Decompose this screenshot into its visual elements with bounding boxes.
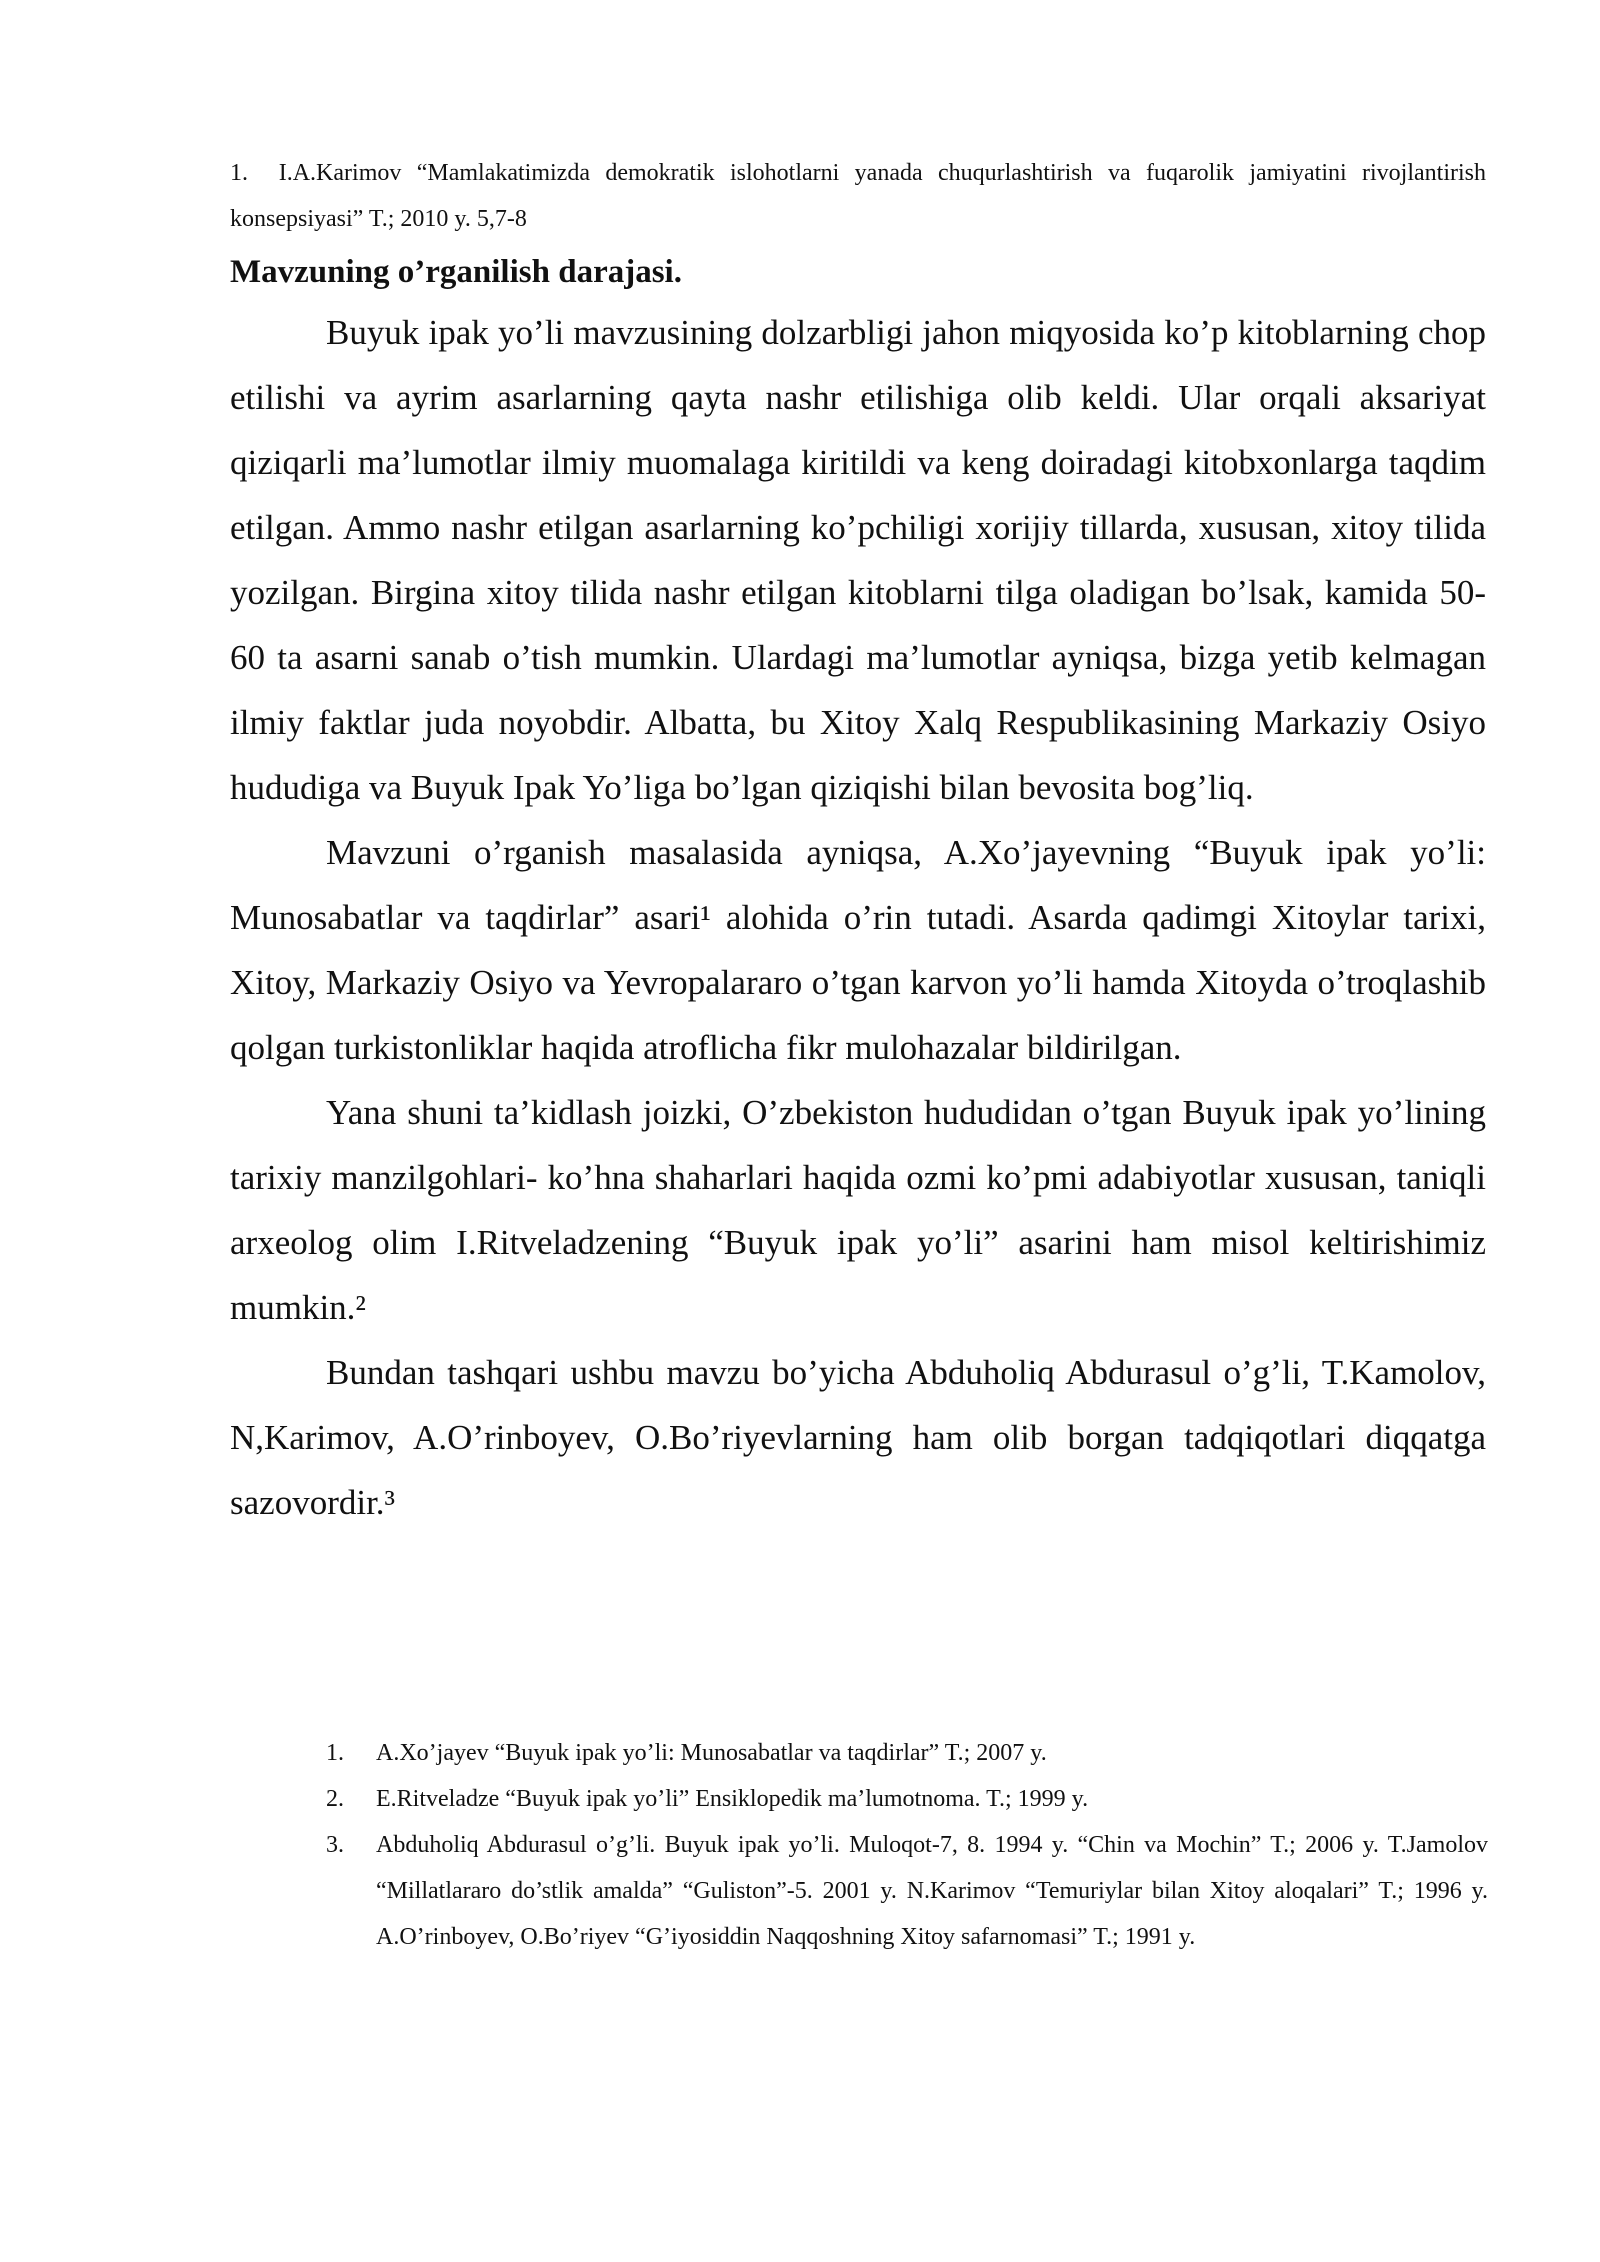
paragraph-1: Buyuk ipak yo’li mavzusining dolzarbligi jahon miqyosida ko’p kitoblarning chop etilishi va ayrim asarlarning qayta nashr etilishiga olib keldi. Ular orqali aksariyat qiziqarli ma’lumotlar ilmiy muomalaga kiritildi va keng doiradagi kitobxonlarga taqdim etilgan. Ammo nashr etilgan asarlarning ko’pchiligi xorijiy tillarda, xususan, xitoy tilida yozilgan. Birgina xitoy tilida nashr etilgan kitoblarni tilga oladigan bo’lsak, kamida 50-60 ta asarni sanab o’tish mumkin. Ulardagi ma’lumotlar ayniqsa, bizga yetib kelmagan ilmiy faktlar juda noyobdir. Albatta, bu Xitoy Xalq Respublikasining Markaziy Osiyo hududiga va Buyuk Ipak Yo’liga bo’lgan qiziqishi bilan bevosita bog’liq. [230, 313, 1486, 807]
footnote-number: 1. [326, 1740, 344, 1766]
footnote-text: A.Xo’jayev “Buyuk ipak yo’li: Munosabatlar va taqdirlar” T.; 2007 y. [376, 1740, 1047, 1766]
paragraph-2: Mavzuni o’rganish masalasida ayniqsa, A.Xo’jayevning “Buyuk ipak yo’li: Munosabatlar va taqdirlar” asari¹ alohida o’rin tutadi. Asarda qadimgi Xitoylar tarixi, Xitoy, Markaziy Osiyo va Yevropalararo o’tgan karvon yo’li hamda Xitoyda o’troqlashib qolgan turkistonliklar haqida atroflicha fikr mulohazalar bildirilgan. [230, 833, 1486, 1067]
top-footnote-text: I.A.Karimov “Mamlakatimizda demokratik islohotlarni yanada chuqurlashtirish va fuqarolik jamiyatini rivojlantirish konsepsiyasi” T.; 2010 y. 5,7-8 [230, 160, 1486, 232]
paragraph-4: Bundan tashqari ushbu mavzu bo’yicha Abduholiq Abdurasul o’g’li, T.Kamolov, N,Karimov, A.O’rinboyev, O.Bo’riyevlarning ham olib borgan tadqiqotlari diqqatga sazovordir.³ [230, 1353, 1486, 1522]
footnote-item [326, 1730, 1488, 1776]
top-footnote-number: 1. [230, 160, 248, 186]
footnotes-list [326, 1730, 1488, 1960]
footnote-number: 2. [326, 1786, 344, 1812]
footnote-item [326, 1822, 1488, 1960]
footnote-text: E.Ritveladze “Buyuk ipak yo’li” Ensiklopedik ma’lumotnoma. T.; 1999 y. [376, 1786, 1089, 1812]
section-heading: Mavzuning o’rganilish darajasi. [230, 254, 682, 290]
footnote-number: 3. [326, 1832, 344, 1858]
document-page [230, 150, 1486, 1535]
top-footnote [230, 150, 1486, 242]
footnote-item [326, 1776, 1488, 1822]
paragraph-3: Yana shuni ta’kidlash joizki, O’zbekiston hududidan o’tgan Buyuk ipak yo’lining tarixiy manzilgohlari- ko’hna shaharlari haqida ozmi ko’pmi adabiyotlar xususan, taniqli arxeolog olim I.Ritveladzening “Buyuk ipak yo’li” asarini ham misol keltirishimiz mumkin.² [230, 1093, 1486, 1327]
footnote-text: Abduholiq Abdurasul o’g’li. Buyuk ipak yo’li. Muloqot-7, 8. 1994 y. “Chin va Mochin” T.; 2006 y. T.Jamolov “Millatlararo do’stlik amalda” “Guliston”-5. 2001 y. N.Karimov “Temuriylar bilan Xitoy aloqalari” T.; 1996 y. A.O’rinboyev, O.Bo’riyev “G’iyosiddin Naqqoshning Xitoy safarnomasi” T.; 1991 y. [376, 1832, 1488, 1950]
